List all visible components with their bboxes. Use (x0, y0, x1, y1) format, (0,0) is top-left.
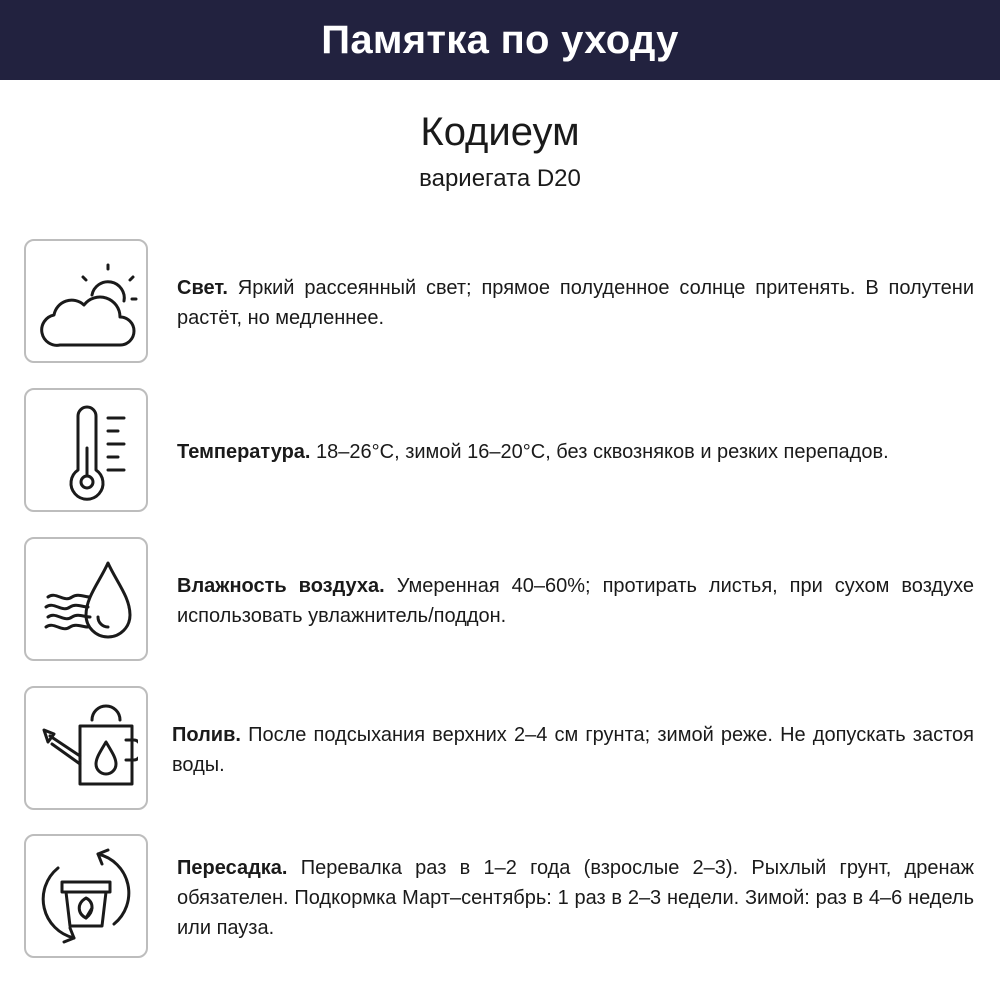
temperature-desc: 18–26°C, зимой 16–20°C, без сквозняков и резких перепадов. (310, 441, 889, 463)
header-bar (0, 0, 1000, 80)
watering-icon-box (24, 686, 148, 810)
temperature-icon-box (24, 388, 148, 512)
repotting-label: Пересадка. (177, 857, 288, 879)
light-desc: Яркий рассеянный свет; прямое полуденное солнце притенять. В полутени растёт, но медленнее. (177, 277, 974, 329)
watering-label: Полив. (172, 724, 241, 746)
temperature-label: Температура. (177, 441, 311, 463)
humidity-desc: Умеренная 40–60%; протирать листья, при сухом воздухе использовать увлажнитель/поддон. (177, 575, 974, 627)
light-label: Свет. (177, 277, 228, 299)
humidity-icon-box (24, 537, 148, 661)
care-item-temperature (0, 388, 1000, 516)
humidity-label: Влажность воздуха. (177, 575, 385, 597)
repotting-text (177, 853, 974, 943)
watering-can-icon (34, 696, 138, 800)
watering-text (172, 720, 974, 780)
plant-variety: вариегата D20 (419, 165, 581, 192)
page-title: Памятка по уходу (321, 17, 679, 62)
sun-cloud-icon (34, 249, 138, 353)
repotting-desc: Перевалка раз в 1–2 года (взрослые 2–3). Рыхлый грунт, дренаж обязателен. Подкормка Март–сентябрь: 1 раз в 2–3 недели. Зимой: раз в 4–6 недель или пауза. (177, 857, 974, 939)
care-item-humidity (0, 537, 1000, 665)
humidity-drop-icon (34, 547, 138, 651)
care-item-repotting (0, 834, 1000, 962)
care-item-light (0, 239, 1000, 367)
care-item-watering (0, 686, 1000, 814)
repot-icon (34, 844, 138, 948)
watering-desc: После подсыхания верхних 2–4 см грунта; зимой реже. Не допускать застоя воды. (172, 724, 974, 776)
repotting-icon-box (24, 834, 148, 958)
light-icon-box (24, 239, 148, 363)
temperature-text (177, 437, 974, 467)
thermometer-icon (34, 398, 138, 502)
plant-name: Кодиеум (420, 110, 580, 154)
humidity-text (177, 571, 974, 631)
light-text (177, 273, 974, 333)
